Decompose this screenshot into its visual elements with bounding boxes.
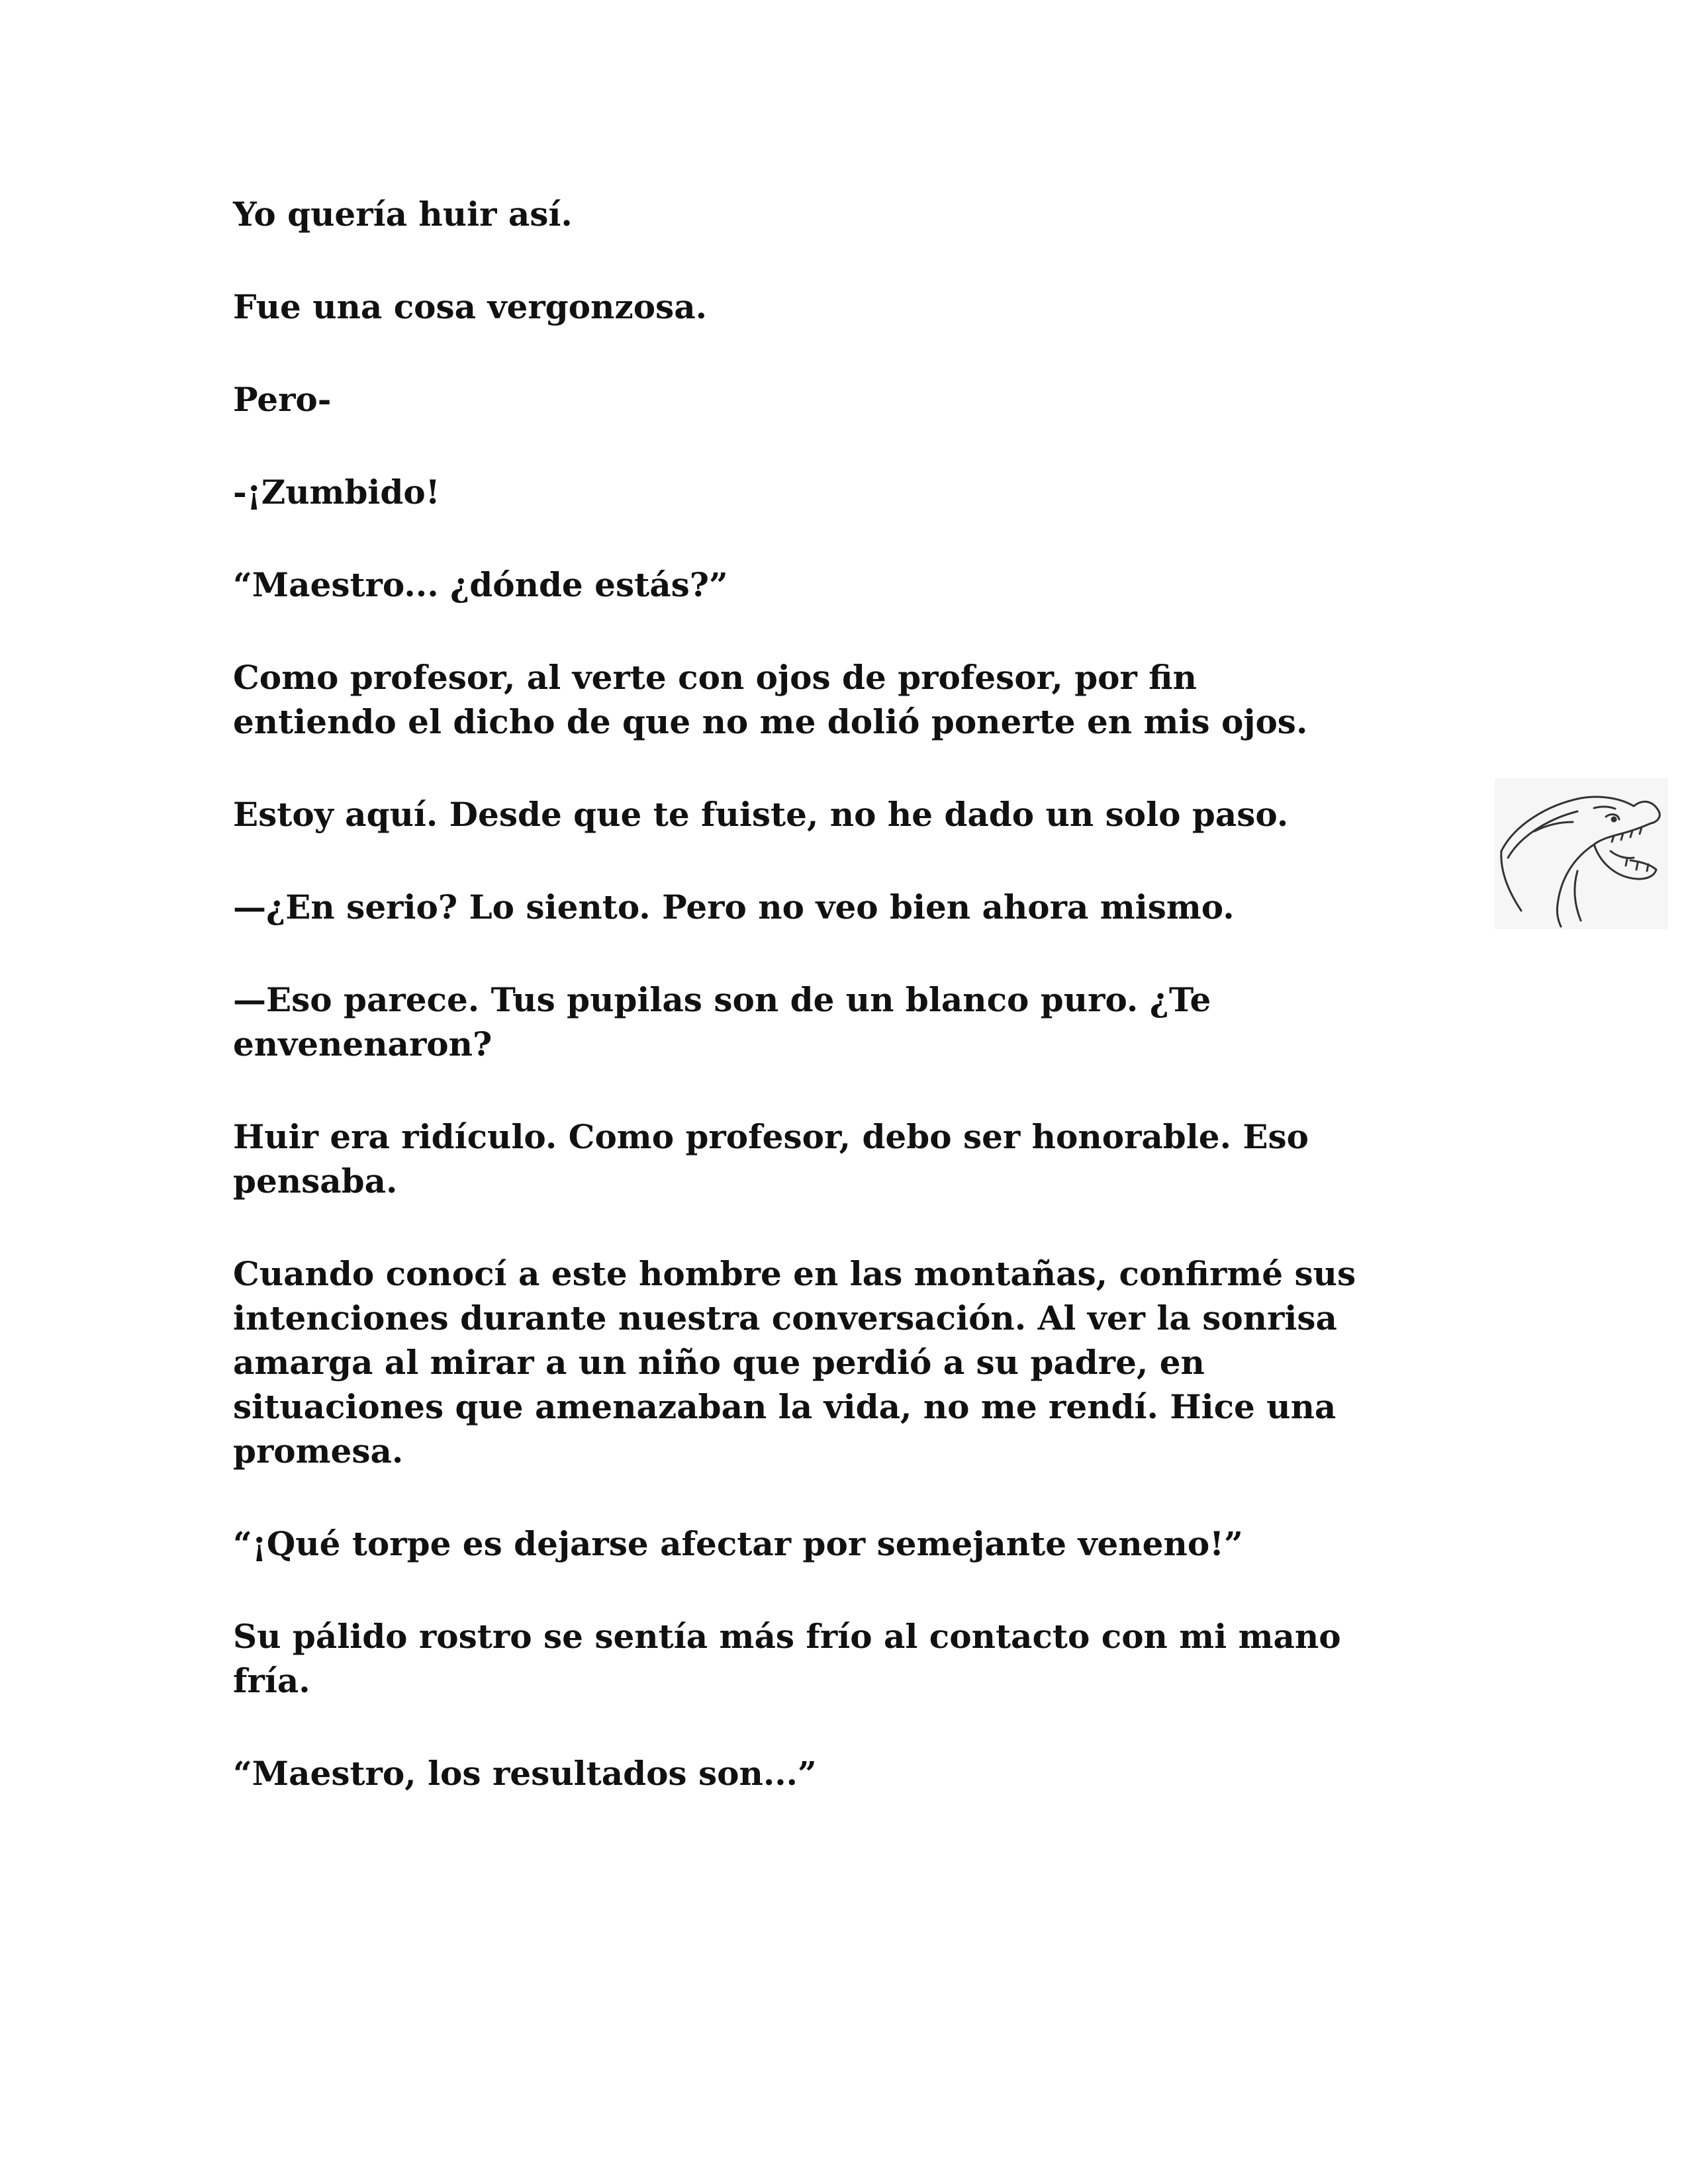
text-line: situaciones que amenazaban la vida, no me rendí. Hice una bbox=[233, 1387, 1336, 1426]
text-line: envenenaron? bbox=[233, 1024, 492, 1064]
dinosaur-head-sketch-icon bbox=[1495, 778, 1668, 929]
paragraph bbox=[233, 1751, 1464, 1796]
text-line: Fue una cosa vergonzosa. bbox=[233, 287, 708, 326]
text-line: intenciones durante nuestra conversación. Al ver la sonrisa bbox=[233, 1298, 1337, 1338]
text-line: Como profesor, al verte con ojos de profesor, por fin bbox=[233, 658, 1197, 697]
paragraph bbox=[233, 563, 1464, 607]
text-line: entiendo el dicho de que no me dolió ponerte en mis ojos. bbox=[233, 702, 1308, 741]
text-line: Yo quería huir así. bbox=[233, 195, 573, 234]
text-line: amarga al mirar a un niño que perdió a su padre, en bbox=[233, 1343, 1205, 1382]
text-line: “Maestro... ¿dónde estás?” bbox=[233, 565, 728, 604]
text-line: —¿En serio? Lo siento. Pero no veo bien ahora mismo. bbox=[233, 887, 1235, 927]
paragraph bbox=[233, 285, 1464, 329]
paragraph bbox=[233, 1614, 1464, 1703]
text-line: “Maestro, los resultados son...” bbox=[233, 1754, 817, 1793]
paragraph bbox=[233, 978, 1464, 1066]
text-line: Estoy aquí. Desde que te fuiste, no he dado un solo paso. bbox=[233, 795, 1289, 834]
text-line: “¡Qué torpe es dejarse afectar por semejante veneno!” bbox=[233, 1524, 1243, 1563]
text-line: Huir era ridículo. Como profesor, debo ser honorable. Eso bbox=[233, 1117, 1309, 1156]
text-line: -¡Zumbido! bbox=[233, 473, 440, 512]
paragraph bbox=[233, 792, 1464, 837]
text-line: Su pálido rostro se sentía más frío al contacto con mi mano bbox=[233, 1617, 1341, 1656]
text-line: fría. bbox=[233, 1661, 310, 1700]
paragraph bbox=[233, 377, 1464, 422]
text-line: Cuando conocí a este hombre en las montañas, confirmé sus bbox=[233, 1254, 1356, 1293]
dinosaur-head-sketch-icon bbox=[1495, 778, 1668, 929]
text-line: —Eso parece. Tus pupilas son de un blanco puro. ¿Te bbox=[233, 980, 1211, 1019]
paragraph bbox=[233, 1522, 1464, 1566]
paragraph bbox=[233, 192, 1464, 236]
text-line: Pero- bbox=[233, 380, 332, 419]
paragraph bbox=[233, 1251, 1464, 1473]
text-line: promesa. bbox=[233, 1432, 404, 1471]
paragraph bbox=[233, 885, 1464, 929]
paragraph bbox=[233, 470, 1464, 514]
paragraph bbox=[233, 1115, 1464, 1203]
text-line: pensaba. bbox=[233, 1161, 398, 1201]
paragraph bbox=[233, 655, 1464, 744]
document-body bbox=[233, 192, 1464, 1844]
